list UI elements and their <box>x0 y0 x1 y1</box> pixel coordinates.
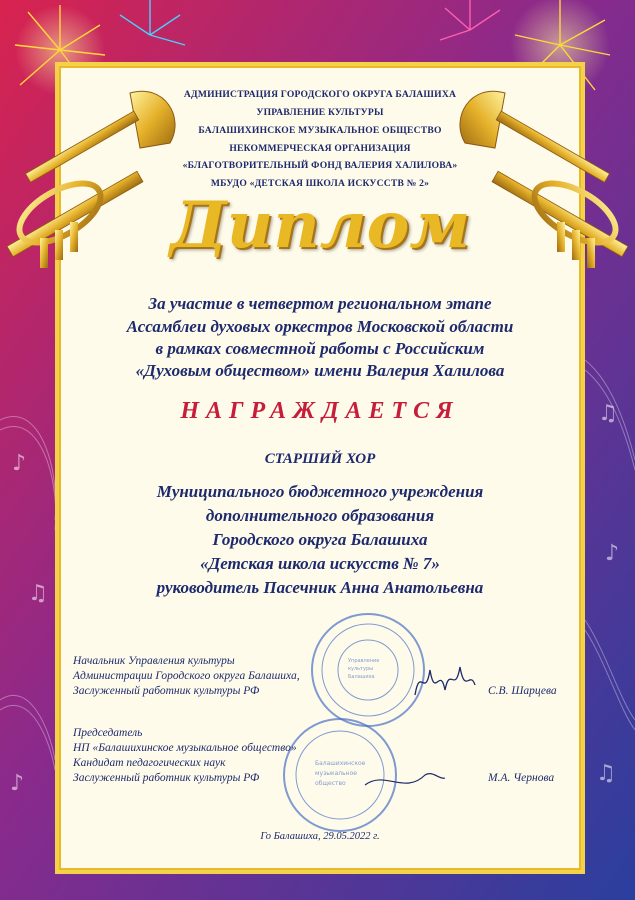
reason-line: Ассамблеи духовых оркестров Московской области <box>126 317 514 336</box>
recipient-name: СТАРШИЙ ХОР <box>264 451 376 467</box>
awarded-heading: НАГРАЖДАЕТСЯ <box>180 398 460 424</box>
org-line: АДМИНИСТРАЦИЯ ГОРОДСКОГО ОКРУГА БАЛАШИХА <box>183 89 457 100</box>
svg-text:♫: ♫ <box>28 581 48 606</box>
svg-text:музыкальное: музыкальное <box>315 770 357 777</box>
org-line: «БЛАГОТВОРИТЕЛЬНЫЙ ФОНД ВАЛЕРИЯ ХАЛИЛОВА» <box>182 160 458 171</box>
signatory1-line: Администрации Городского округа Балашиха, <box>73 670 300 682</box>
institution-line: дополнительного образования <box>205 506 435 525</box>
svg-text:общество: общество <box>315 780 346 787</box>
svg-text:♪: ♪ <box>12 451 27 476</box>
svg-text:Балашиха: Балашиха <box>348 674 375 680</box>
signatory2-line: Председатель <box>73 727 143 739</box>
signatory1-line: Заслуженный работник культуры РФ <box>73 685 260 697</box>
org-line: БАЛАШИХИНСКОЕ МУЗЫКАЛЬНОЕ ОБЩЕСТВО <box>198 125 442 136</box>
diploma-title: Диплом <box>169 188 471 263</box>
signature-1 <box>410 655 480 705</box>
org-line: МБУДО «ДЕТСКАЯ ШКОЛА ИСКУССТВ № 2» <box>210 178 430 189</box>
org-line: УПРАВЛЕНИЕ КУЛЬТУРЫ <box>256 107 384 118</box>
institution-line: Муниципального бюджетного учреждения <box>156 482 484 501</box>
reason-line: «Духовым обществом» имени Валерия Халилова <box>135 361 505 380</box>
svg-text:культуры: культуры <box>348 666 374 672</box>
svg-text:♪: ♪ <box>10 771 25 796</box>
reason-line: За участие в четвертом региональном этапе <box>148 294 492 313</box>
svg-text:♪: ♪ <box>605 541 620 566</box>
institution-line: Городского округа Балашиха <box>212 530 428 549</box>
signatory2-line: НП «Балашихинское музыкальное общество» <box>73 742 297 754</box>
svg-text:Балашихинское: Балашихинское <box>315 760 366 767</box>
institution-line: «Детская школа искусств № 7» <box>200 554 440 573</box>
signatory2-name: М.А. Чернова <box>488 772 555 784</box>
svg-text:♫: ♫ <box>598 401 618 426</box>
org-line: НЕКОММЕРЧЕСКАЯ ОРГАНИЗАЦИЯ <box>229 143 411 154</box>
svg-text:Управление: Управление <box>348 658 380 664</box>
institution-line: руководитель Пасечник Анна Анатольевна <box>156 578 484 597</box>
signature-2 <box>360 760 450 800</box>
svg-text:♫: ♫ <box>596 761 616 786</box>
signatory1-name: С.В. Шарцева <box>488 685 557 697</box>
signatory2-line: Кандидат педагогических наук <box>73 757 226 769</box>
signatory1-line: Начальник Управления культуры <box>73 655 235 667</box>
reason-line: в рамках совместной работы с Российским <box>155 339 485 358</box>
signatory2-line: Заслуженный работник культуры РФ <box>73 772 260 784</box>
issue-date: Го Балашиха, 29.05.2022 г. <box>260 831 380 842</box>
